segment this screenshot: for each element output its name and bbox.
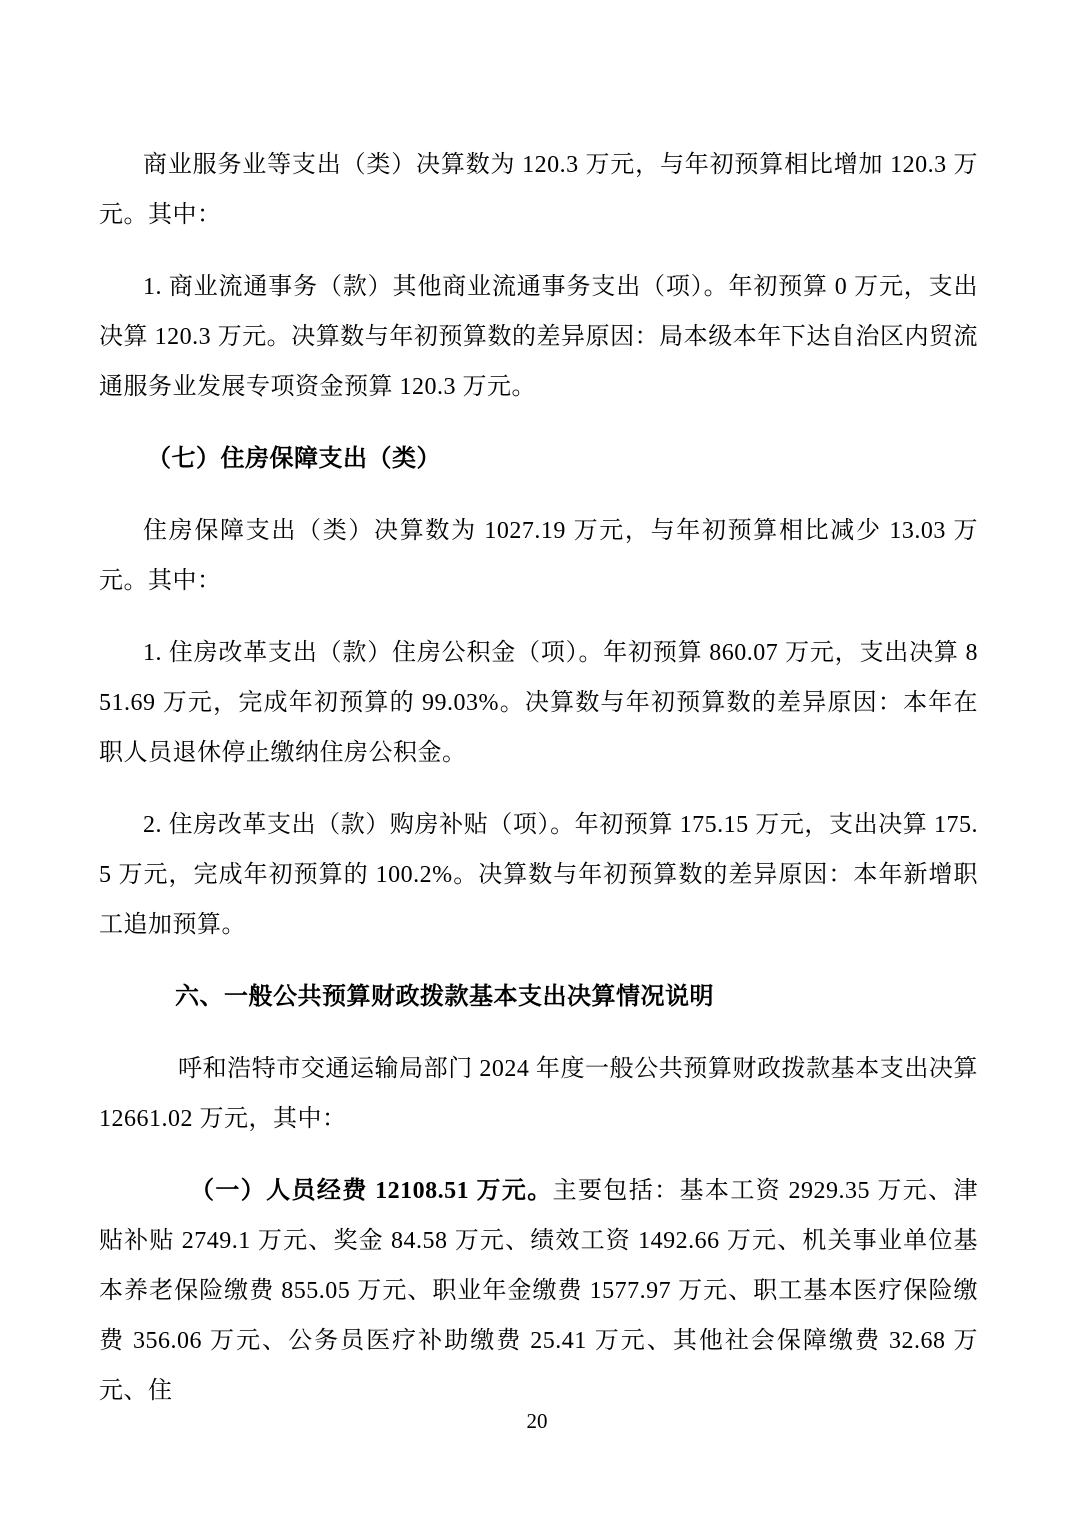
- bold-text-run: （一）人员经费 12108.51 万元。: [190, 1178, 553, 1204]
- text-run: 呼和浩特市交通运输局部门 2024 年度一般公共预算财政拨款基本支出决算 12661.02 万元，其中：: [99, 1056, 978, 1132]
- paragraph: [99, 262, 978, 412]
- page-footer: [0, 1406, 1074, 1436]
- text-run: 1. 住房改革支出（款）住房公积金（项）。年初预算 860.07 万元，支出决算 851.69 万元，完成年初预算的 99.03%。决算数与年初预算数的差异原因：本年在职人员退休停止缴纳住房公积金。: [99, 640, 978, 766]
- bold-text-run: （七）住房保障支出（类）: [147, 445, 441, 472]
- paragraph: [99, 506, 978, 606]
- section-heading: [99, 434, 978, 484]
- text-run: 1. 商业流通事务（款）其他商业流通事务支出（项）。年初预算 0 万元，支出决算 120.3 万元。决算数与年初预算数的差异原因：局本级本年下达自治区内贸流通服务业发展专项资金预算 120.3 万元。: [99, 274, 978, 400]
- text-run: 住房保障支出（类）决算数为 1027.19 万元，与年初预算相比减少 13.03 万元。其中：: [99, 518, 978, 594]
- paragraph: [99, 628, 978, 778]
- section-heading: [99, 972, 978, 1022]
- paragraph: [99, 1044, 978, 1144]
- paragraph: [99, 1166, 978, 1416]
- paragraph: [99, 140, 978, 240]
- document-body: [99, 140, 978, 1438]
- page-number: 20: [526, 1409, 548, 1433]
- paragraph: [99, 800, 978, 950]
- text-run: 商业服务业等支出（类）决算数为 120.3 万元，与年初预算相比增加 120.3 万元。其中：: [99, 152, 978, 228]
- text-run: 2. 住房改革支出（款）购房补贴（项）。年初预算 175.15 万元，支出决算 175.5 万元，完成年初预算的 100.2%。决算数与年初预算数的差异原因：本年新增职工追加预算。: [99, 812, 978, 938]
- text-run: 主要包括：基本工资 2929.35 万元、津贴补贴 2749.1 万元、奖金 84.58 万元、绩效工资 1492.66 万元、机关事业单位基本养老保险缴费 855.05 万元、职业年金缴费 1577.97 万元、职工基本医疗保险缴费 356.06 万元、公务员医疗补助缴费 25.41 万元、其他社会保障缴费 32.68 万元、住: [99, 1178, 979, 1404]
- bold-text-run: 六、一般公共预算财政拨款基本支出决算情况说明: [175, 983, 714, 1010]
